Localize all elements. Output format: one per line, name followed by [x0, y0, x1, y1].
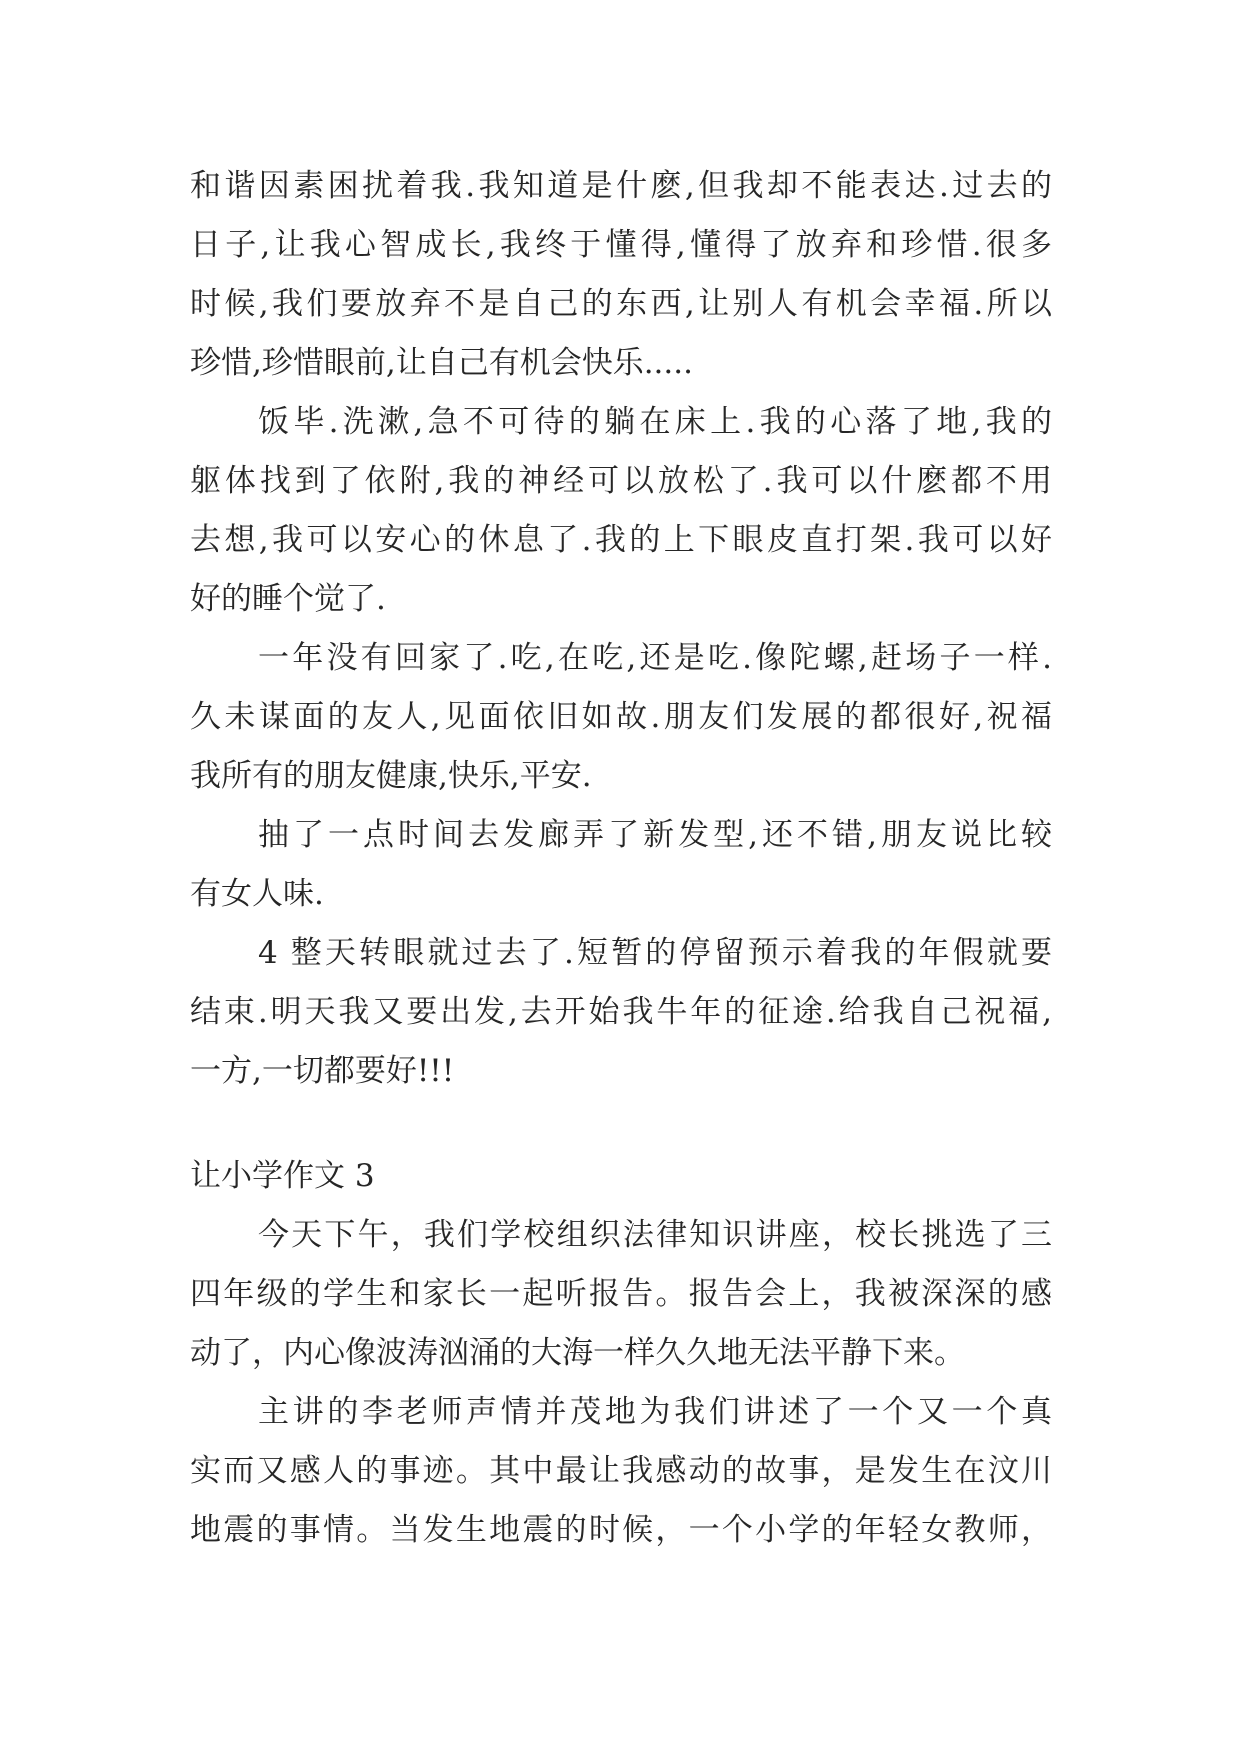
text-line: 抽了一点时间去发廊弄了新发型,还不错,朋友说比较 [258, 817, 1052, 853]
text-line: 地震的事情。当发生地震的时候，一个小学的年轻女教师， [190, 1512, 1052, 1548]
text-line: 时候,我们要放弃不是自己的东西,让别人有机会幸福.所以 [190, 286, 1052, 322]
text-line: 珍惜,珍惜眼前,让自己有机会快乐..... [190, 345, 693, 381]
text-line: 和谐因素困扰着我.我知道是什麽,但我却不能表达.过去的 [190, 168, 1052, 204]
text-line: 我所有的朋友健康,快乐,平安. [190, 758, 592, 794]
text-line: 好的睡个觉了. [190, 581, 386, 617]
text-line: 四年级的学生和家长一起听报告。报告会上，我被深深的感 [190, 1276, 1052, 1312]
text-line: 去想,我可以安心的休息了.我的上下眼皮直打架.我可以好 [190, 522, 1052, 558]
text-line: 日子,让我心智成长,我终于懂得,懂得了放弃和珍惜.很多 [190, 227, 1052, 263]
text-line: 动了，内心像波涛汹涌的大海一样久久地无法平静下来。 [190, 1335, 965, 1371]
text-line: 实而又感人的事迹。其中最让我感动的故事，是发生在汶川 [190, 1453, 1052, 1489]
text-line: 今天下午，我们学校组织法律知识讲座，校长挑选了三 [258, 1217, 1052, 1253]
text-line: 有女人味. [190, 876, 324, 912]
text-line: 饭毕.洗漱,急不可待的躺在床上.我的心落了地,我的 [258, 404, 1052, 440]
text-line: 一方,一切都要好!!! [190, 1053, 455, 1089]
text-line: 主讲的李老师声情并茂地为我们讲述了一个又一个真 [258, 1394, 1052, 1430]
text-line: 4 整天转眼就过去了.短暂的停留预示着我的年假就要 [258, 935, 1052, 971]
section-heading: 让小学作文 3 [190, 1158, 375, 1194]
text-line: 一年没有回家了.吃,在吃,还是吃.像陀螺,赶场子一样. [258, 640, 1052, 676]
text-line: 躯体找到了依附,我的神经可以放松了.我可以什麽都不用 [190, 463, 1052, 499]
text-line: 结束.明天我又要出发,去开始我牛年的征途.给我自己祝福, [190, 994, 1052, 1030]
text-line: 久未谋面的友人,见面依旧如故.朋友们发展的都很好,祝福 [190, 699, 1052, 735]
